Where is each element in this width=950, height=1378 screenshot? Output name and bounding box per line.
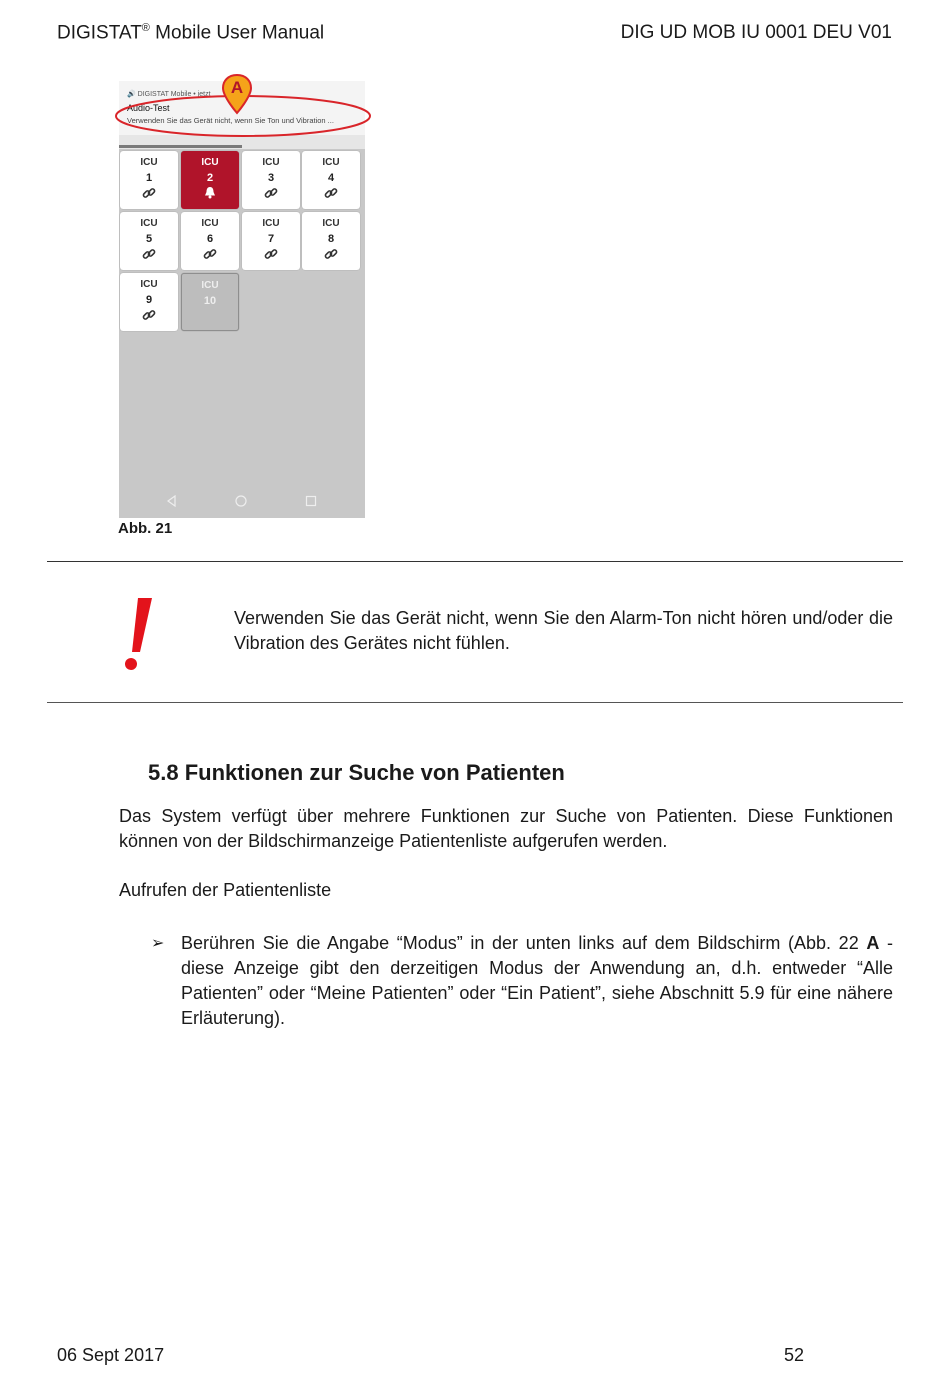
callout-marker-a bbox=[220, 73, 254, 122]
warning-exclamation-icon bbox=[116, 592, 156, 676]
back-icon[interactable] bbox=[166, 494, 178, 512]
bullet-text: Berühren Sie die Angabe “Modus” in der unten links auf dem Bildschirm (Abb. 22 A - diese Anzeige gibt den derzeitigen Modus der Anwendung an, d.h. entweder “Alle Patienten” oder “Meine Patienten” oder “Ein Patient”, siehe Abschnitt 5.9 für eine nähere Erläuterung). bbox=[181, 933, 893, 1028]
tab-indicator bbox=[119, 145, 242, 148]
footer-date: 06 Sept 2017 bbox=[57, 1345, 165, 1365]
link-icon bbox=[302, 186, 360, 202]
notification-app-line: 🔊 DIGISTAT Mobile • jetzt bbox=[127, 91, 211, 98]
link-icon bbox=[120, 186, 178, 202]
bed-tile-5[interactable]: ICU 5 bbox=[120, 212, 178, 270]
section-intro: Das System verfügt über mehrere Funktionen zur Suche von Patienten. Diese Funktionen können von der Bildschirmanzeige Patientenliste aufgerufen werden. bbox=[119, 806, 893, 851]
bed-tile-3[interactable]: ICU 3 bbox=[242, 151, 300, 209]
notification-message: Verwenden Sie das Gerät nicht, wenn Sie Ton und Vibration ... bbox=[127, 116, 334, 125]
phone-screenshot bbox=[119, 81, 365, 518]
link-icon bbox=[302, 247, 360, 263]
subheading: Aufrufen der Patientenliste bbox=[119, 880, 332, 900]
figure-caption: Abb. 21 bbox=[118, 520, 173, 537]
divider-top bbox=[47, 561, 903, 562]
bed-tile-9[interactable]: ICU 9 bbox=[120, 273, 178, 331]
speaker-icon: 🔊 bbox=[127, 91, 136, 98]
link-icon bbox=[120, 247, 178, 263]
link-icon bbox=[242, 186, 300, 202]
link-icon bbox=[120, 308, 178, 324]
notification-title: Audio-Test bbox=[127, 103, 170, 113]
bed-tile-6[interactable]: ICU 6 bbox=[181, 212, 239, 270]
bullet-arrow-icon: ➢ bbox=[151, 935, 165, 952]
bed-tile-7[interactable]: ICU 7 bbox=[242, 212, 300, 270]
android-nav-bar bbox=[119, 490, 365, 518]
section-title: 5.8 Funktionen zur Suche von Patienten bbox=[148, 760, 565, 785]
header-doc-code: DIG UD MOB IU 0001 DEU V01 bbox=[620, 22, 892, 43]
bell-icon bbox=[181, 186, 239, 202]
bed-tile-8[interactable]: ICU 8 bbox=[302, 212, 360, 270]
link-icon bbox=[242, 247, 300, 263]
footer-page-number: 52 bbox=[784, 1345, 805, 1365]
bed-tile-2-alarm[interactable]: ICU 2 bbox=[181, 151, 239, 209]
bed-tile-4[interactable]: ICU 4 bbox=[302, 151, 360, 209]
warning-text: Verwenden Sie das Gerät nicht, wenn Sie den Alarm-Ton nicht hören und/oder die Vibration des Gerätes nicht fühlen. bbox=[234, 608, 893, 653]
home-icon[interactable] bbox=[235, 494, 247, 512]
bed-tile-1[interactable]: ICU 1 bbox=[120, 151, 178, 209]
divider-bottom bbox=[47, 702, 903, 703]
bed-tile-10-inactive[interactable]: ICU 10 bbox=[181, 273, 239, 331]
callout-label: A bbox=[230, 78, 244, 97]
header-title: DIGISTAT® Mobile User Manual bbox=[57, 22, 325, 44]
recents-icon[interactable] bbox=[305, 494, 317, 512]
link-icon bbox=[181, 247, 239, 263]
